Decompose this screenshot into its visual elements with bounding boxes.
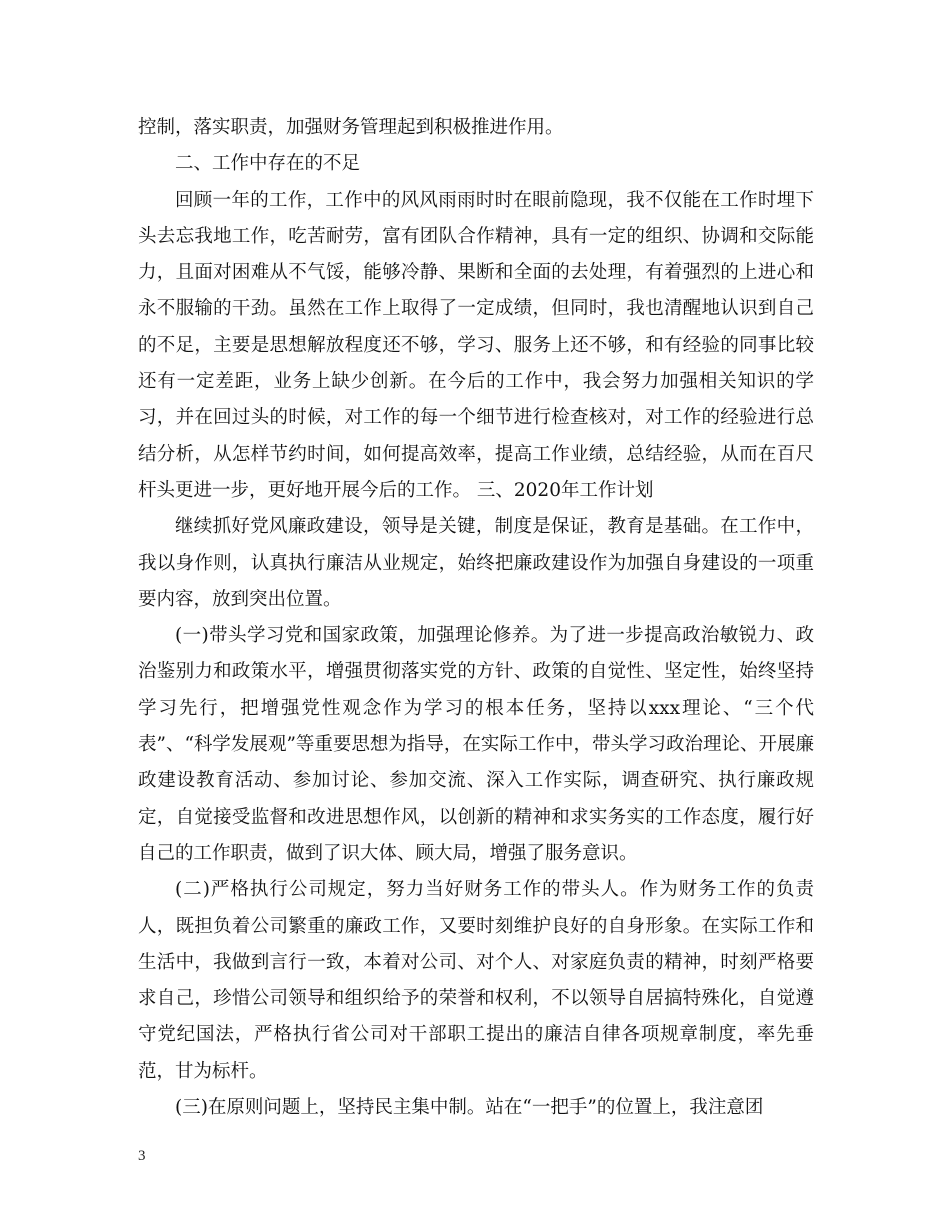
document-body [138,110,814,1126]
section-heading-shortcomings: 二、工作中存在的不足 [175,153,361,175]
page-number: 3 [138,1148,146,1164]
paragraph-review: 回顾一年的工作，工作中的风风雨雨时时在眼前隐现，我不仅能在工作时埋下头去忘我地工作，吃苦耐劳，富有团队合作精神，具有一定的组织、协调和交际能力，且面对困难从不气馁，能够冷静、果断和全面的去处理，有着强烈的上进心和永不服输的干劲。虽然在工作上取得了一定成绩，但同时，我也清醒地认识到自己的不足，主要是思想解放程度还不够，学习、服务上还不够，和有经验的同事比较还有一定差距，业务上缺少创新。在今后的工作中，我会努力加强相关知识的学习，并在回过头的时候，对工作的每一个细节进行检查核对，对工作的经验进行总结分析，从怎样节约时间，如何提高效率，提高工作业绩，总结经验，从而在百尺杆头更进一步，更好地开展今后的工作。 三、2020年工作计划 [138,189,814,501]
paragraph-item-1: (一)带头学习党和国家政策，加强理论修养。为了进一步提高政治敏锐力、政治鉴别力和政策水平，增强贯彻落实党的方针、政策的自觉性、坚定性，始终坚持学习先行，把增强党性观念作为学习的根本任务，坚持以xxx理论、“三个代表”、“科学发展观”等重要思想为指导，在实际工作中，带头学习政治理论、开展廉政建设教育活动、参加讨论、参加交流、深入工作实际，调查研究、执行廉政规定，自觉接受监督和改进思想作风，以创新的精神和求实务实的工作态度，履行好自己的工作职责，做到了识大体、顾大局，增强了服务意识。 [138,625,814,864]
paragraph-item-2: (二)严格执行公司规定，努力当好财务工作的带头人。作为财务工作的负责人，既担负着公司繁重的廉政工作，又要时刻维护良好的自身形象。在实际工作和生活中，我做到言行一致，本着对公司、对个人、对家庭负责的精神，时刻严格要求自己，珍惜公司领导和组织给予的荣誉和权利，不以领导自居搞特殊化，自觉遵守党纪国法，严格执行省公司对干部职工提出的廉洁自律各项规章制度，率先垂范，甘为标杆。 [138,879,814,1082]
paragraph-party-conduct: 继续抓好党风廉政建设，领导是关键，制度是保证，教育是基础。在工作中，我以身作则，认真执行廉洁从业规定，始终把廉政建设作为加强自身建设的一项重要内容，放到突出位置。 [138,516,814,610]
paragraph-item-3: (三)在原则问题上，坚持民主集中制。站在“一把手”的位置上，我注意团 [175,1097,764,1119]
paragraph-continuation: 控制，落实职责，加强财务管理起到积极推进作用。 [138,117,564,138]
